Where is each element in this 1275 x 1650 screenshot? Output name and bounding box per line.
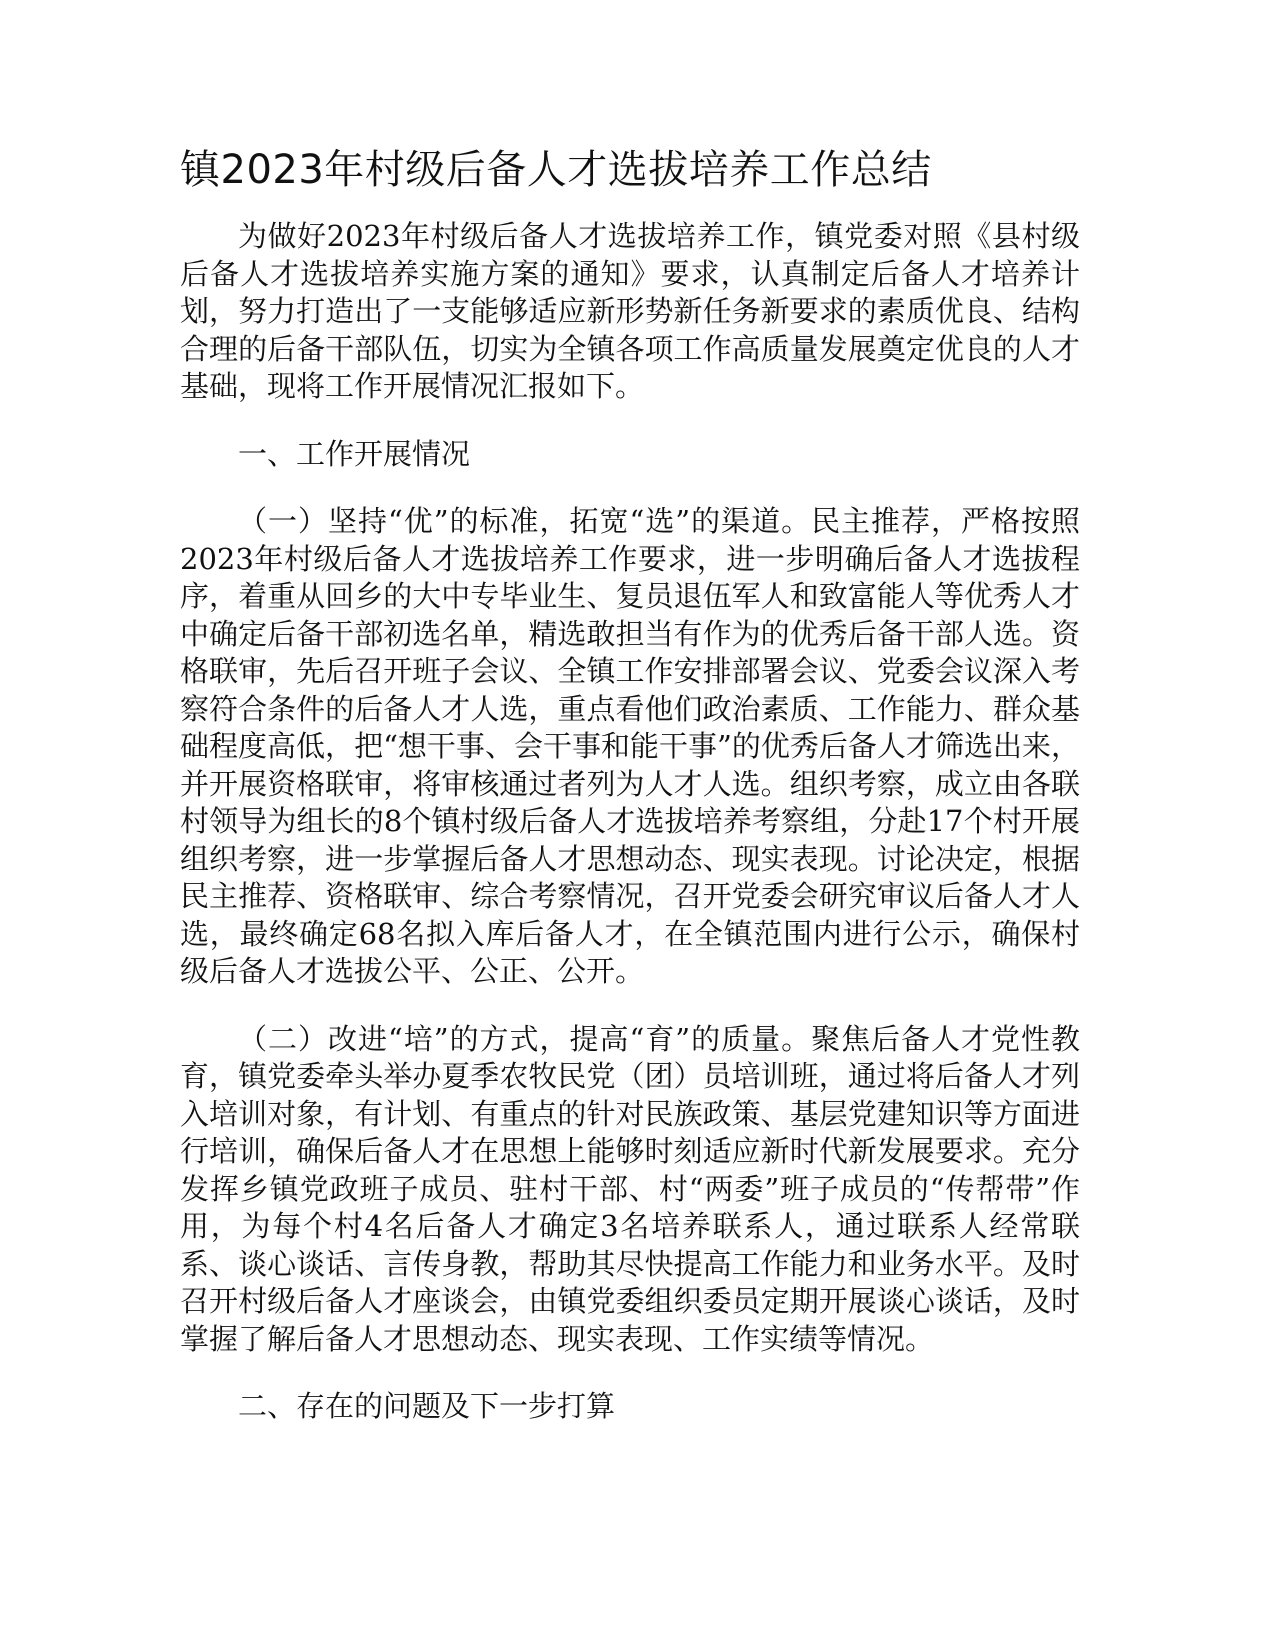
section-heading-1: 一、工作开展情况 [238, 436, 471, 471]
document-page [180, 140, 1080, 1456]
section-1-paragraph-1: （一）坚持“优”的标准，拓宽“选”的渠道。民主推荐，严格按照2023年村级后备人才选拔培养工作要求，进一步明确后备人才选拔程序，着重从回乡的大中专毕业生、复员退伍军人和致富能人等优秀人才中确定后备干部初选名单，精选敢担当有作为的优秀后备干部人选。资格联审，先后召开班子会议、全镇工作安排部署会议、党委会议深入考察符合条件的后备人才人选，重点看他们政治素质、工作能力、群众基础程度高低，把“想干事、会干事和能干事”的优秀后备人才筛选出来，并开展资格联审，将审核通过者列为人才人选。组织考察，成立由各联村领导为组长的8个镇村级后备人才选拔培养考察组，分赴17个村开展组织考察，进一步掌握后备人才思想动态、现实表现。讨论决定，根据民主推荐、资格联审、综合考察情况，召开党委会研究审议后备人才人选，最终确定68名拟入库后备人才，在全镇范围内进行公示，确保村级后备人才选拔公平、公正、公开。 [180, 504, 1080, 988]
document-title: 镇2023年村级后备人才选拔培养工作总结 [180, 147, 932, 193]
section-heading-2: 二、存在的问题及下一步打算 [238, 1389, 616, 1423]
intro-paragraph: 为做好2023年村级后备人才选拔培养工作，镇党委对照《县村级后备人才选拔培养实施方案的通知》要求，认真制定后备人才培养计划，努力打造出了一支能够适应新形势新任务新要求的素质优良、结构合理的后备干部队伍，切实为全镇各项工作高质量发展奠定优良的人才基础，现将工作开展情况汇报如下。 [180, 219, 1080, 403]
section-1-paragraph-2: （二）改进“培”的方式，提高“育”的质量。聚焦后备人才党性教育，镇党委牵头举办夏季农牧民党（团）员培训班，通过将后备人才列入培训对象，有计划、有重点的针对民族政策、基层党建知识等方面进行培训，确保后备人才在思想上能够时刻适应新时代新发展要求。充分发挥乡镇党政班子成员、驻村干部、村“两委”班子成员的“传帮带”作用，为每个村4名后备人才确定3名培养联系人，通过联系人经常联系、谈心谈话、言传身教，帮助其尽快提高工作能力和业务水平。及时召开村级后备人才座谈会，由镇党委组织委员定期开展谈心谈话，及时掌握了解后备人才思想动态、现实表现、工作实绩等情况。 [180, 1021, 1080, 1356]
